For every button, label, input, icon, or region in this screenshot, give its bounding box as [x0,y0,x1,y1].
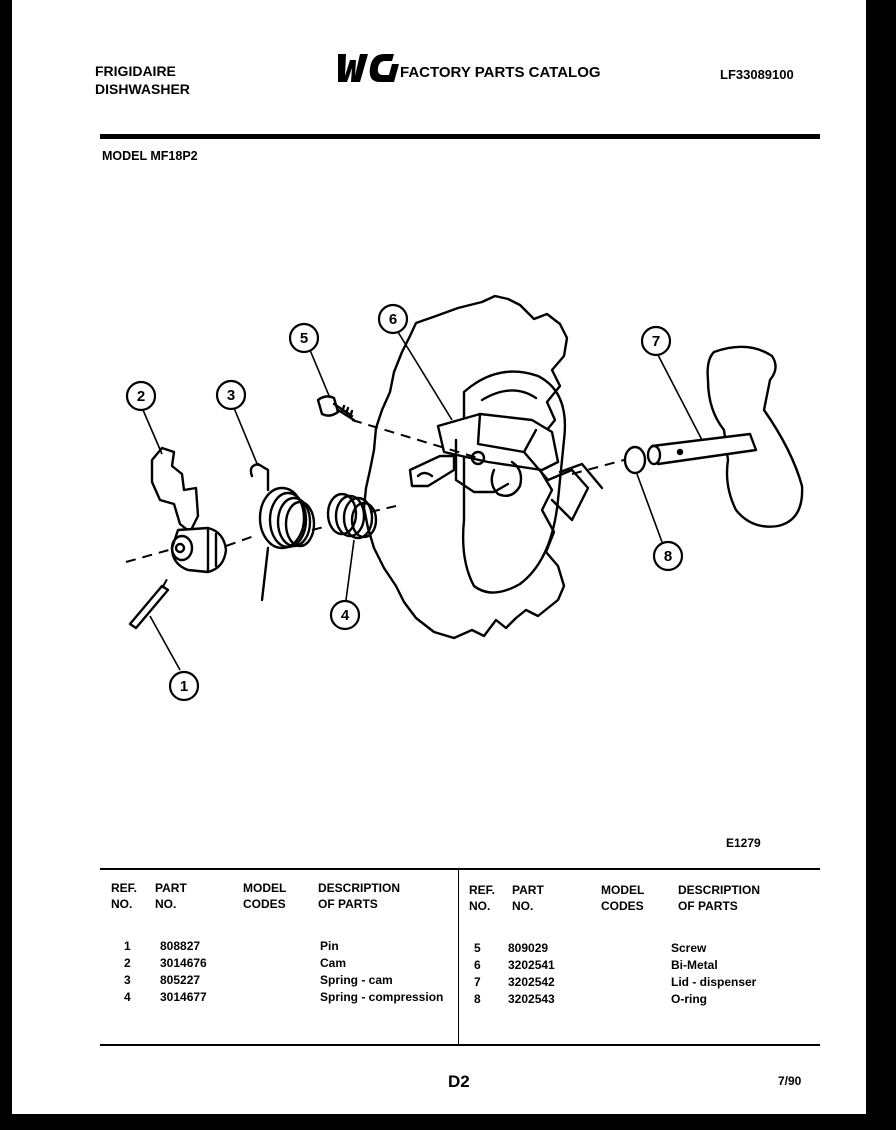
table-cell: 7 [474,975,481,989]
figure-id: E1279 [726,836,761,850]
table-cell: 5 [474,941,481,955]
table-top-rule [100,868,820,870]
table-cell: 6 [474,958,481,972]
callout-3 [217,381,245,409]
table-cell: 3202543 [508,992,555,1006]
catalog-title: FACTORY PARTS CATALOG [400,64,601,81]
table-cell: 809029 [508,941,549,955]
table-cell: 3202542 [508,975,555,989]
table-cell: 805227 [160,973,201,987]
table-cell: Lid - dispenser [671,975,757,989]
right-part-column [508,940,555,1008]
page-number: D2 [448,1072,470,1091]
left-ref-column [124,938,131,1006]
table-cell: Cam [320,956,347,970]
header-ref: REF. NO. [469,883,496,913]
header-ref: REF. NO. [111,881,138,911]
callout-label: 1 [179,678,189,695]
product-type: DISHWASHER [95,81,190,97]
callout-8 [654,542,682,570]
right-ref-column [474,940,481,1008]
screw-part-5 [318,396,354,420]
table-cell: Screw [671,941,707,955]
catalog-number: LF33089100 [720,67,794,82]
callout-label: 3 [226,387,236,404]
callout-5 [290,324,318,352]
callout-label: 6 [388,311,398,328]
left-desc-column [320,938,443,1006]
table-cell: 1 [124,939,131,953]
cam-part-2 [152,448,226,572]
table-cell: Bi-Metal [671,958,718,972]
callout-label: 8 [663,548,673,565]
wci-logo [334,52,400,86]
callout-label: 5 [299,330,309,347]
table-cell: Spring - cam [320,973,393,987]
header-description: DESCRIPTION OF PARTS [318,881,401,911]
table-column-divider [458,870,459,1044]
header-model-codes: MODEL CODES [601,883,645,913]
table-cell: Spring - compression [320,990,444,1004]
table-cell: 3014677 [160,990,207,1004]
o-ring-part-8 [625,447,645,473]
callout-label: 4 [340,607,350,624]
lid-part-7 [648,347,802,527]
revision-date: 7/90 [778,1074,802,1088]
header-divider [100,134,820,139]
header-part: PART NO. [512,883,544,913]
catalog-page [12,0,866,1114]
brand-name: FRIGIDAIRE [95,63,176,79]
callout-1 [170,672,198,700]
exploded-parts-diagram [12,280,866,695]
right-desc-column [671,940,756,1008]
header-part: PART NO. [155,881,187,911]
table-cell: Pin [320,939,339,953]
table-cell: 8 [474,992,481,1006]
table-cell: 808827 [160,939,201,953]
left-part-column [160,938,207,1006]
callout-label: 7 [651,333,661,350]
table-cell: 3202541 [508,958,555,972]
brand-block [95,62,190,98]
header-description: DESCRIPTION OF PARTS [678,883,761,913]
model-number: MODEL MF18P2 [102,149,198,163]
table-cell: 3014676 [160,956,207,970]
callout-7 [642,327,670,355]
callout-4 [331,601,359,629]
table-cell: 3 [124,973,131,987]
callout-6 [379,305,407,333]
table-cell: 4 [124,990,131,1004]
table-bottom-rule [100,1044,820,1046]
cam-spring-part-3 [251,464,314,600]
table-cell: O-ring [671,992,707,1006]
header-model-codes: MODEL CODES [243,881,287,911]
table-cell: 2 [124,956,131,970]
callout-2 [127,382,155,410]
pin-part-1 [130,586,168,628]
callout-label: 2 [136,388,146,405]
